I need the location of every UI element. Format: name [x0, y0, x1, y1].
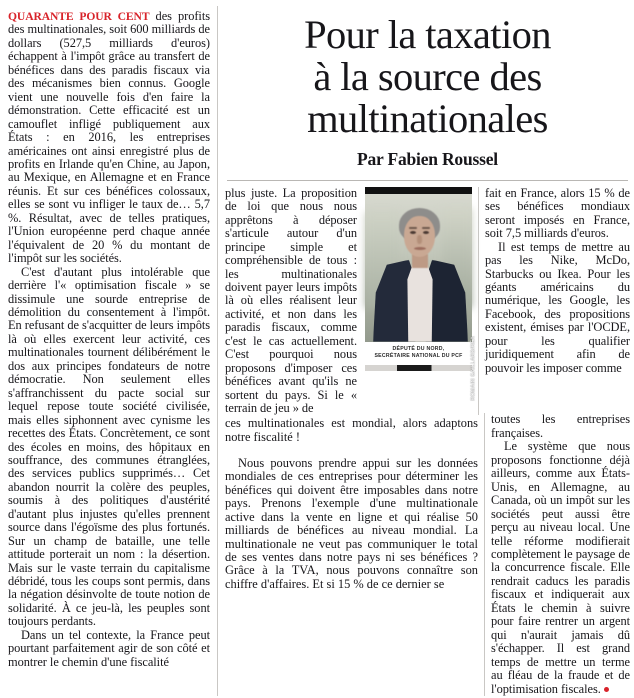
article-column-1 — [4, 6, 218, 696]
paragraph-c2-2: Nous pouvons prendre appui sur les données mondiales de ces entreprises pour déterminer les bénéfices qui doivent être imposables dans notre pays. Prenons l'exemple d'une multinationale active dans la vente en ligne et qui réalise 50 milliards de bénéfices au niveau mondial. La multinationale ne veut pas communiquer le total de ses ventes dans notre pays ni ses bénéfices ? Grâce à la TVA, nous pouvons connaître son chiffre d'affaires. Et si 15 % de ce dernier se — [225, 455, 478, 591]
photo-brow-left — [409, 227, 417, 229]
article-column-3 — [478, 187, 630, 416]
paragraph-c2-1-wide: ces multinationales est mondial, alors adaptons notre fiscalité ! — [225, 416, 478, 444]
paragraph-c1-3: Dans un tel contexte, la France peut pourtant parfaitement agir de son côté et montrer le chemin d'une fiscalité — [8, 627, 210, 669]
headline-line-3: multinationales — [307, 96, 548, 141]
article-main-block — [218, 6, 630, 696]
lead-paragraph-rest: des profits des multinationales, soit 600 milliards de dollars (527,5 milliards d'euros) échappent à l'impôt grâce au transfert de bénéfices dans des paradis fiscaux via des mécanismes bien connus. Google vient une nouvelle fois d'en faire la démonstration. Cette efficacité est un camouflet infligé publiquement aux États : en 2016, les entreprises américaines ont ainsi enregistré plus de profits en Irlande qu'en Chine, au Japon, au Mexique, en Allemagne et en France réunis. Et sur ces bénéfices colossaux, elles se sont vu infliger le taux de… 5,7 %. Résultat, avec de telles pratiques, l'Union européenne perd chaque année l'équivalent de 20 % du montant de l'impôt sur les sociétés. — [8, 9, 210, 266]
article-column-2 — [225, 187, 363, 416]
paragraph-c3-2-wide: toutes les entreprises françaises. — [491, 412, 630, 440]
article-figure — [363, 187, 478, 416]
page-title — [225, 14, 630, 140]
photo-bottom-bar — [365, 365, 472, 371]
lede-dropcap-text: QUARANTE POUR CENT — [8, 10, 150, 23]
paragraph-c3-1-narrow: fait en France, alors 15 % de ses bénéfices mondiaux seront imposés en France, soit 7,5 milliards d'euros. — [485, 185, 630, 241]
article-byline: Par Fabien Roussel — [357, 149, 498, 169]
paragraph-c3-3-text: Le système que nous proposons fonctionne déjà ailleurs, comme aux États-Unis, en Allemagne, au Canada, où un impôt sur les sociétés peut aussi être perçu au niveau local. Une telle réforme modifierait complètement le paysage de la concurrence fiscale. Elle rendrait caducs les paradis fiscaux et indiquerait aux États le chemin à suivre pour faire rentrer un argent qui n'aurait jamais dû s'échapper. Il est grand temps de mettre un terme au fléau de la fraude et de l'optimisation fiscales. — [491, 439, 630, 696]
photo-top-bar — [365, 187, 472, 194]
photo-eye-left — [410, 231, 416, 234]
photo-credit: ROMAIN GAILLARD/RÉA — [470, 335, 476, 401]
paragraph-c3-3 — [491, 440, 630, 696]
article-body-columns — [225, 187, 630, 416]
photo-mouth — [414, 247, 426, 250]
paragraph-c1-2: C'est d'autant plus intolérable que derrière l'« optimisation fiscale » se dissimule une sourde entreprise de démolition du consentement à l'impôt. En refusant de s'acquitter de leurs impôts là où elles exercent leur activité, ces multinationales tournent délibérément le dos aux principes fondateurs de notre démocratie. Non seulement elles s'affranchissent du pacte social sur lequel repose toute société civilisée, mais elles siphonnent avec cynisme les recettes des États. Concrètement, ce sont des écoles en moins, des hôpitaux en souffrance, des communes étranglées, des services publics supprimés… Cet abandon nourrit la colère des peuples, soumis à des politiques d'austérité d'autant plus injustes qu'elles prennent source dans l'égoïsme des plus fortunés. Sur un champ de bataille, une telle attitude porterait un nom : la désertion. Mais sur le vaste terrain du capitalisme débridé, tous les coups sont permis, dans la négation désinvolte de toute notion de solidarité. À ce jeu-là, les peuples sont toujours perdants. — [8, 264, 210, 629]
headline-line-1: Pour la taxation — [304, 12, 551, 57]
lead-paragraph — [8, 10, 210, 266]
article-column-2-tail — [225, 413, 484, 696]
photo-nose — [417, 235, 422, 244]
photo-brow-right — [422, 227, 430, 229]
photo-caption-line-1: DÉPUTÉ DU NORD, — [392, 345, 445, 352]
headline-line-2: à la source des — [313, 54, 542, 99]
photo-eye-right — [423, 231, 429, 234]
article-body-tail — [225, 413, 630, 696]
article-column-3-tail — [484, 413, 630, 696]
photo-caption — [365, 346, 472, 361]
paragraph-c2-1-narrow: plus juste. La proposition de loi que nous nous apprêtons à déposer s'articule autour d'un principe simple et compréhensible de tous : les multinationales doivent payer leurs impôts là où elles réalisent leur activité, et non dans les paradis fiscaux, comme c'est le cas actuellement. C'est pourquoi nous proposons d'imposer ces bénéfices avant qu'ils ne sortent du pays. Si le « terrain de jeu » de — [225, 185, 357, 416]
photo-caption-line-2: SECRÉTAIRE NATIONAL DU PCF — [374, 353, 463, 360]
paragraph-c3-2-narrow: Il est temps de mettre au pas les Nike, McDo, Starbucks ou Ikea. Pour les géants américains du numérique, les Google, les Facebook, des propositions existent, émises par l'OCDE, pour les qualifier juridiquement afin de pouvoir les imposer comme — [485, 239, 630, 375]
photo-wrapper — [365, 187, 476, 401]
end-of-article-dot — [604, 687, 609, 692]
horizontal-rule — [227, 180, 628, 181]
